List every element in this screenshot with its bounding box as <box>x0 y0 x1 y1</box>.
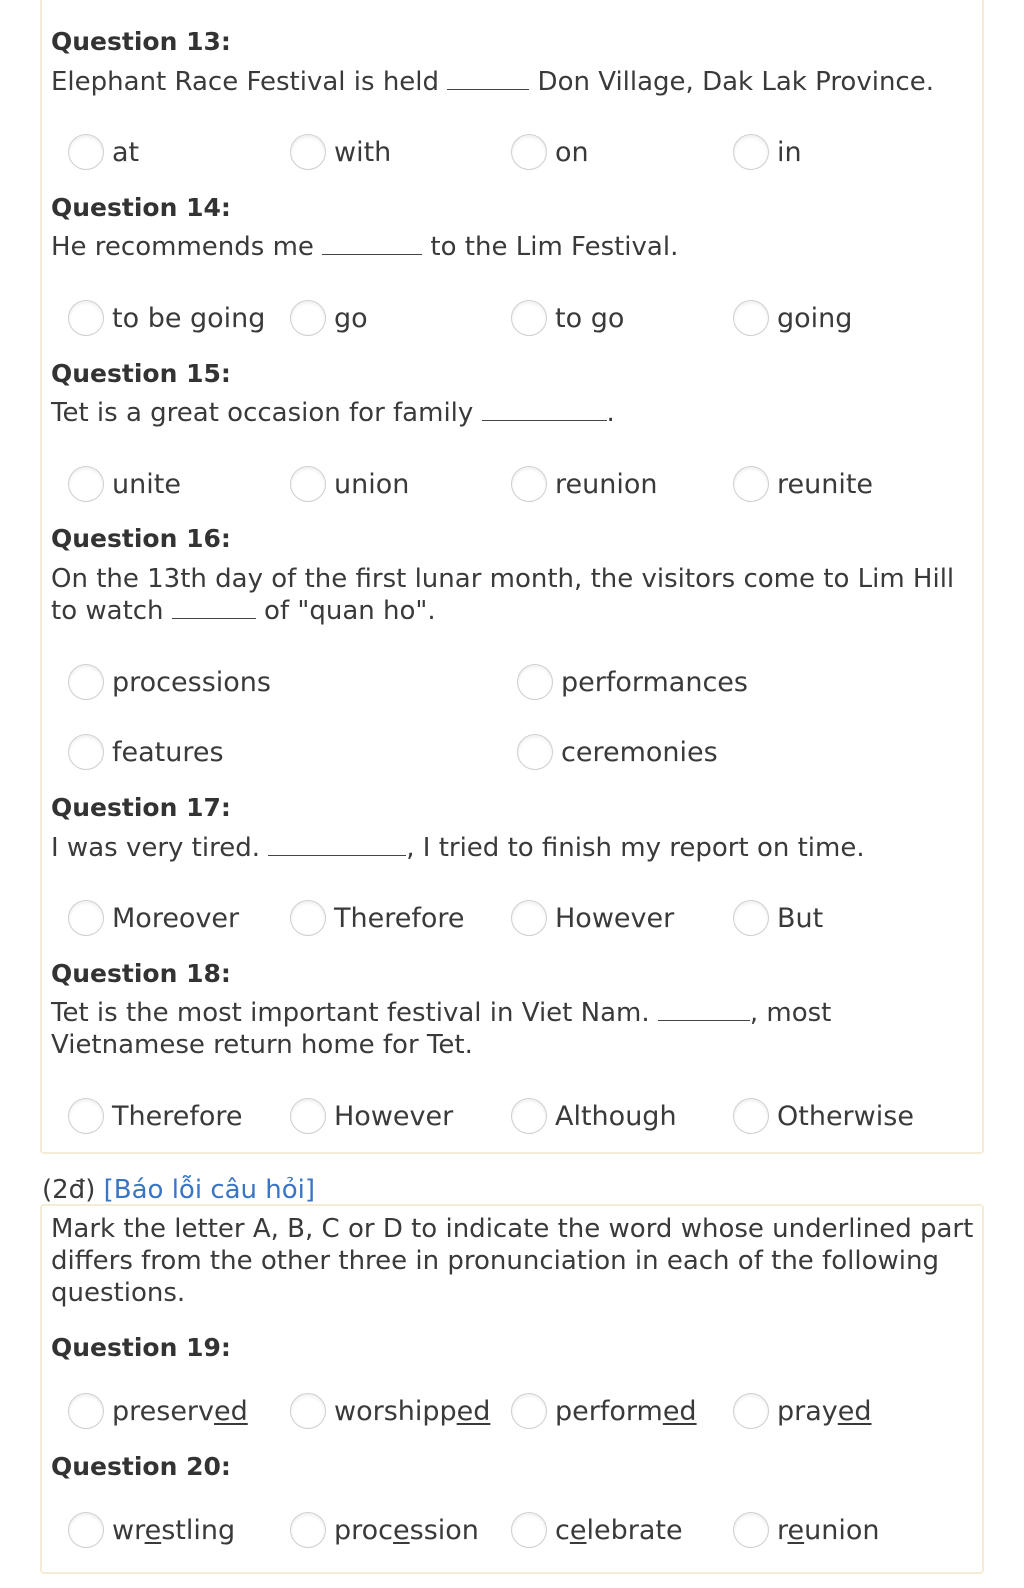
radio-button[interactable] <box>290 134 326 170</box>
radio-button[interactable] <box>511 134 547 170</box>
q13-option-d[interactable]: in <box>733 130 802 174</box>
radio-button[interactable] <box>733 134 769 170</box>
q14-option-a[interactable]: to be going <box>68 296 265 340</box>
radio-button[interactable] <box>68 1512 104 1548</box>
question-17-title: Question 17: <box>51 793 231 822</box>
answer-blank <box>322 232 422 255</box>
question-15-text: Tet is a great occasion for family . <box>51 398 615 428</box>
report-error-link[interactable]: [Báo lỗi câu hỏi] <box>103 1175 316 1205</box>
question-19-title: Question 19: <box>51 1333 231 1362</box>
radio-button[interactable] <box>68 1098 104 1134</box>
points-label: (2đ) <box>42 1175 104 1205</box>
q17-option-b[interactable]: Therefore <box>290 896 464 940</box>
radio-button[interactable] <box>733 1393 769 1429</box>
answer-blank <box>482 398 607 421</box>
radio-button[interactable] <box>68 1393 104 1429</box>
q15-option-c[interactable]: reunion <box>511 462 657 506</box>
answer-blank <box>172 596 256 619</box>
q19-option-c[interactable]: performed <box>511 1389 697 1433</box>
radio-button[interactable] <box>290 1098 326 1134</box>
q18-option-d[interactable]: Otherwise <box>733 1094 914 1138</box>
q14-option-b[interactable]: go <box>290 296 368 340</box>
radio-button[interactable] <box>290 466 326 502</box>
radio-button[interactable] <box>68 466 104 502</box>
q14-option-d[interactable]: going <box>733 296 852 340</box>
radio-button[interactable] <box>290 1393 326 1429</box>
q16-option-d[interactable]: ceremonies <box>517 730 718 774</box>
radio-button[interactable] <box>511 1512 547 1548</box>
radio-button[interactable] <box>68 900 104 936</box>
q17-option-c[interactable]: However <box>511 896 674 940</box>
radio-button[interactable] <box>733 900 769 936</box>
q20-option-b[interactable]: procession <box>290 1508 479 1552</box>
q18-option-a[interactable]: Therefore <box>68 1094 242 1138</box>
radio-button[interactable] <box>68 300 104 336</box>
q13-option-c[interactable]: on <box>511 130 589 174</box>
q16-option-b[interactable]: performances <box>517 660 748 704</box>
section-instructions: Mark the letter A, B, C or D to indicate the word whose underlined part differs from the other three in pronunciation in each of the following questions. <box>51 1214 974 1308</box>
radio-button[interactable] <box>517 734 553 770</box>
q20-option-c[interactable]: celebrate <box>511 1508 683 1552</box>
question-13-text: Elephant Race Festival is held Don Village, Dak Lak Province. <box>51 67 934 97</box>
question-18-text: Tet is the most important festival in Viet Nam. , most Vietnamese return home for Tet. <box>51 998 832 1060</box>
q15-option-a[interactable]: unite <box>68 462 181 506</box>
q13-option-b[interactable]: with <box>290 130 391 174</box>
radio-button[interactable] <box>733 300 769 336</box>
q14-option-c[interactable]: to go <box>511 296 624 340</box>
q16-option-a[interactable]: processions <box>68 660 271 704</box>
radio-button[interactable] <box>68 134 104 170</box>
question-16-text: On the 13th day of the first lunar month, the visitors come to Lim Hill to watch of "quan ho". <box>51 564 955 626</box>
radio-button[interactable] <box>511 1098 547 1134</box>
radio-button[interactable] <box>511 900 547 936</box>
q15-option-b[interactable]: union <box>290 462 409 506</box>
question-18-title: Question 18: <box>51 959 231 988</box>
q16-option-c[interactable]: features <box>68 730 224 774</box>
q19-option-b[interactable]: worshipped <box>290 1389 490 1433</box>
q17-option-d[interactable]: But <box>733 896 823 940</box>
q18-option-c[interactable]: Although <box>511 1094 677 1138</box>
question-20-title: Question 20: <box>51 1452 231 1481</box>
radio-button[interactable] <box>68 734 104 770</box>
section-header <box>42 1174 315 1206</box>
radio-button[interactable] <box>511 1393 547 1429</box>
q19-option-a[interactable]: preserved <box>68 1389 248 1433</box>
q13-option-a[interactable]: at <box>68 130 139 174</box>
question-14-text: He recommends me to the Lim Festival. <box>51 232 679 262</box>
question-17-text: I was very tired. , I tried to finish my report on time. <box>51 833 865 863</box>
question-15-title: Question 15: <box>51 359 231 388</box>
radio-button[interactable] <box>511 466 547 502</box>
q18-option-b[interactable]: However <box>290 1094 453 1138</box>
radio-button[interactable] <box>290 300 326 336</box>
answer-blank <box>658 998 750 1021</box>
answer-blank <box>268 833 406 856</box>
radio-button[interactable] <box>733 466 769 502</box>
radio-button[interactable] <box>733 1512 769 1548</box>
radio-button[interactable] <box>511 300 547 336</box>
q20-option-d[interactable]: reunion <box>733 1508 880 1552</box>
q20-option-a[interactable]: wrestling <box>68 1508 235 1552</box>
radio-button[interactable] <box>733 1098 769 1134</box>
question-13-title: Question 13: <box>51 27 231 56</box>
radio-button[interactable] <box>290 1512 326 1548</box>
radio-button[interactable] <box>290 900 326 936</box>
radio-button[interactable] <box>68 664 104 700</box>
question-14-title: Question 14: <box>51 193 231 222</box>
q19-option-d[interactable]: prayed <box>733 1389 872 1433</box>
answer-blank <box>447 67 529 90</box>
q17-option-a[interactable]: Moreover <box>68 896 239 940</box>
question-16-title: Question 16: <box>51 524 231 553</box>
q15-option-d[interactable]: reunite <box>733 462 873 506</box>
radio-button[interactable] <box>517 664 553 700</box>
